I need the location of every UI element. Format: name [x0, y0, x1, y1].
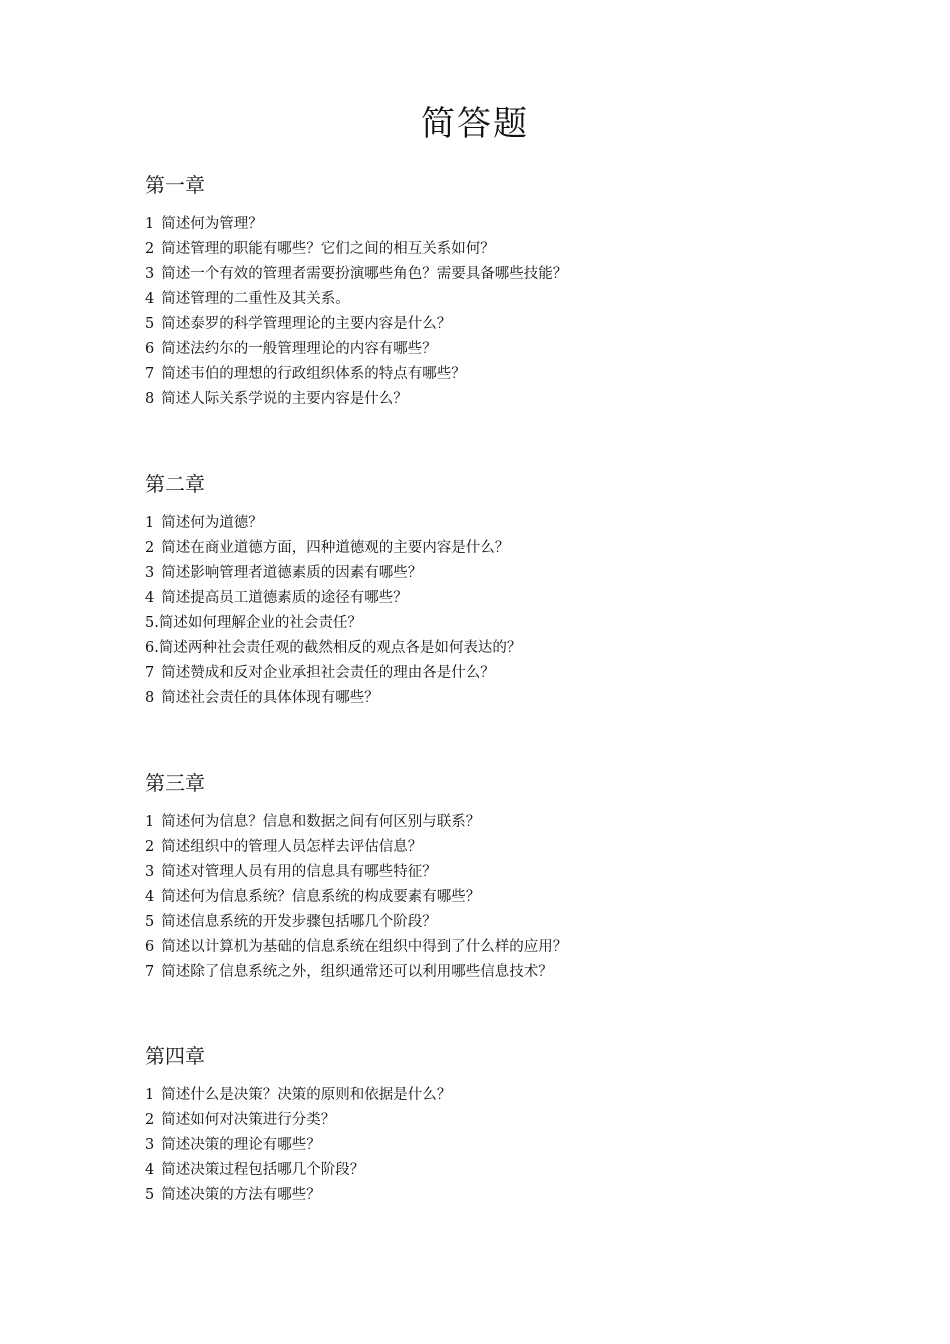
question-text: 简述何为道德？ — [161, 515, 263, 531]
question-text: 简述法约尔的一般管理理论的内容有哪些？ — [161, 341, 437, 357]
question-number: 1 — [145, 515, 155, 531]
question-text: 简述韦伯的理想的行政组织体系的特点有哪些？ — [161, 366, 466, 382]
question-text: 简述赞成和反对企业承担社会责任的理由各是什么？ — [161, 665, 495, 681]
question-number: 2 — [145, 1112, 155, 1128]
question-number: 5 — [145, 914, 155, 930]
chapter-section — [145, 172, 845, 412]
chapter-heading: 第四章 — [145, 1044, 205, 1068]
question-number: 8 — [145, 690, 155, 706]
question-text: 简述一个有效的管理者需要扮演哪些角色？需要具备哪些技能？ — [161, 266, 568, 282]
question-item — [145, 561, 845, 586]
question-item — [145, 387, 845, 412]
question-number: 3 — [145, 1137, 155, 1153]
question-number: 6 — [145, 939, 155, 955]
question-number: 7 — [145, 964, 155, 980]
question-text: 简述何为信息？信息和数据之间有何区别与联系？ — [161, 814, 481, 830]
question-text: 简述决策的理论有哪些？ — [161, 1137, 321, 1153]
question-number: 2 — [145, 540, 155, 556]
question-item — [145, 212, 845, 237]
question-item — [145, 337, 845, 362]
question-number: 6. — [145, 640, 159, 656]
question-item — [145, 1158, 845, 1183]
question-text: 简述如何理解企业的社会责任？ — [158, 615, 362, 631]
question-text: 简述如何对决策进行分类？ — [161, 1112, 336, 1128]
question-list — [145, 511, 845, 711]
question-item — [145, 287, 845, 312]
question-list — [145, 212, 845, 412]
question-text: 简述泰罗的科学管理理论的主要内容是什么？ — [161, 316, 452, 332]
question-item — [145, 511, 845, 536]
question-number: 3 — [145, 864, 155, 880]
question-number: 8 — [145, 391, 155, 407]
question-item — [145, 586, 845, 611]
question-number: 3 — [145, 565, 155, 581]
question-text: 简述信息系统的开发步骤包括哪几个阶段？ — [161, 914, 437, 930]
question-text: 简述两种社会责任观的截然相反的观点各是如何表达的？ — [158, 640, 522, 656]
question-item — [145, 1183, 845, 1208]
question-number: 4 — [145, 291, 155, 307]
question-number: 4 — [145, 1162, 155, 1178]
question-item — [145, 810, 845, 835]
question-item — [145, 312, 845, 337]
question-item — [145, 1108, 845, 1133]
chapter-section — [145, 471, 845, 711]
question-item — [145, 835, 845, 860]
question-number: 2 — [145, 839, 155, 855]
question-item — [145, 636, 845, 661]
question-item — [145, 661, 845, 686]
question-list — [145, 1083, 845, 1208]
question-number: 5. — [145, 615, 159, 631]
question-item — [145, 935, 845, 960]
question-item — [145, 262, 845, 287]
question-item — [145, 860, 845, 885]
question-item — [145, 910, 845, 935]
question-item — [145, 1133, 845, 1158]
question-text: 简述组织中的管理人员怎样去评估信息？ — [161, 839, 423, 855]
chapter-section — [145, 1043, 845, 1208]
question-number: 3 — [145, 266, 155, 282]
chapter-heading: 第一章 — [145, 173, 205, 197]
question-text: 简述什么是决策？决策的原则和依据是什么？ — [161, 1087, 452, 1103]
question-text: 简述社会责任的具体体现有哪些？ — [161, 690, 379, 706]
question-text: 简述管理的职能有哪些？它们之间的相互关系如何？ — [161, 241, 495, 257]
question-number: 5 — [145, 1187, 155, 1203]
question-item — [145, 686, 845, 711]
question-text: 简述决策的方法有哪些？ — [161, 1187, 321, 1203]
question-item — [145, 611, 845, 636]
question-text: 简述在商业道德方面，四种道德观的主要内容是什么？ — [161, 540, 510, 556]
question-item — [145, 960, 845, 985]
question-number: 4 — [145, 889, 155, 905]
question-item — [145, 237, 845, 262]
question-list — [145, 810, 845, 985]
question-number: 6 — [145, 341, 155, 357]
question-text: 简述以计算机为基础的信息系统在组织中得到了什么样的应用？ — [161, 939, 568, 955]
question-text: 简述提高员工道德素质的途径有哪些？ — [161, 590, 408, 606]
question-item — [145, 885, 845, 910]
chapter-heading: 第二章 — [145, 472, 205, 496]
question-text: 简述影响管理者道德素质的因素有哪些？ — [161, 565, 423, 581]
question-item — [145, 1083, 845, 1108]
question-number: 5 — [145, 316, 155, 332]
question-number: 1 — [145, 814, 155, 830]
document-title: 简答题 — [421, 104, 529, 144]
question-number: 4 — [145, 590, 155, 606]
chapter-heading: 第三章 — [145, 771, 205, 795]
question-text: 简述除了信息系统之外，组织通常还可以利用哪些信息技术？ — [161, 964, 553, 980]
question-number: 7 — [145, 366, 155, 382]
question-number: 1 — [145, 1087, 155, 1103]
question-text: 简述决策过程包括哪几个阶段？ — [161, 1162, 365, 1178]
question-text: 简述人际关系学说的主要内容是什么？ — [161, 391, 408, 407]
question-text: 简述对管理人员有用的信息具有哪些特征？ — [161, 864, 437, 880]
question-text: 简述管理的二重性及其关系。 — [161, 291, 350, 307]
question-number: 2 — [145, 241, 155, 257]
chapter-section — [145, 770, 845, 985]
question-item — [145, 536, 845, 561]
question-text: 简述何为管理？ — [161, 216, 263, 232]
question-text: 简述何为信息系统？信息系统的构成要素有哪些？ — [161, 889, 481, 905]
question-number: 7 — [145, 665, 155, 681]
question-item — [145, 362, 845, 387]
question-number: 1 — [145, 216, 155, 232]
